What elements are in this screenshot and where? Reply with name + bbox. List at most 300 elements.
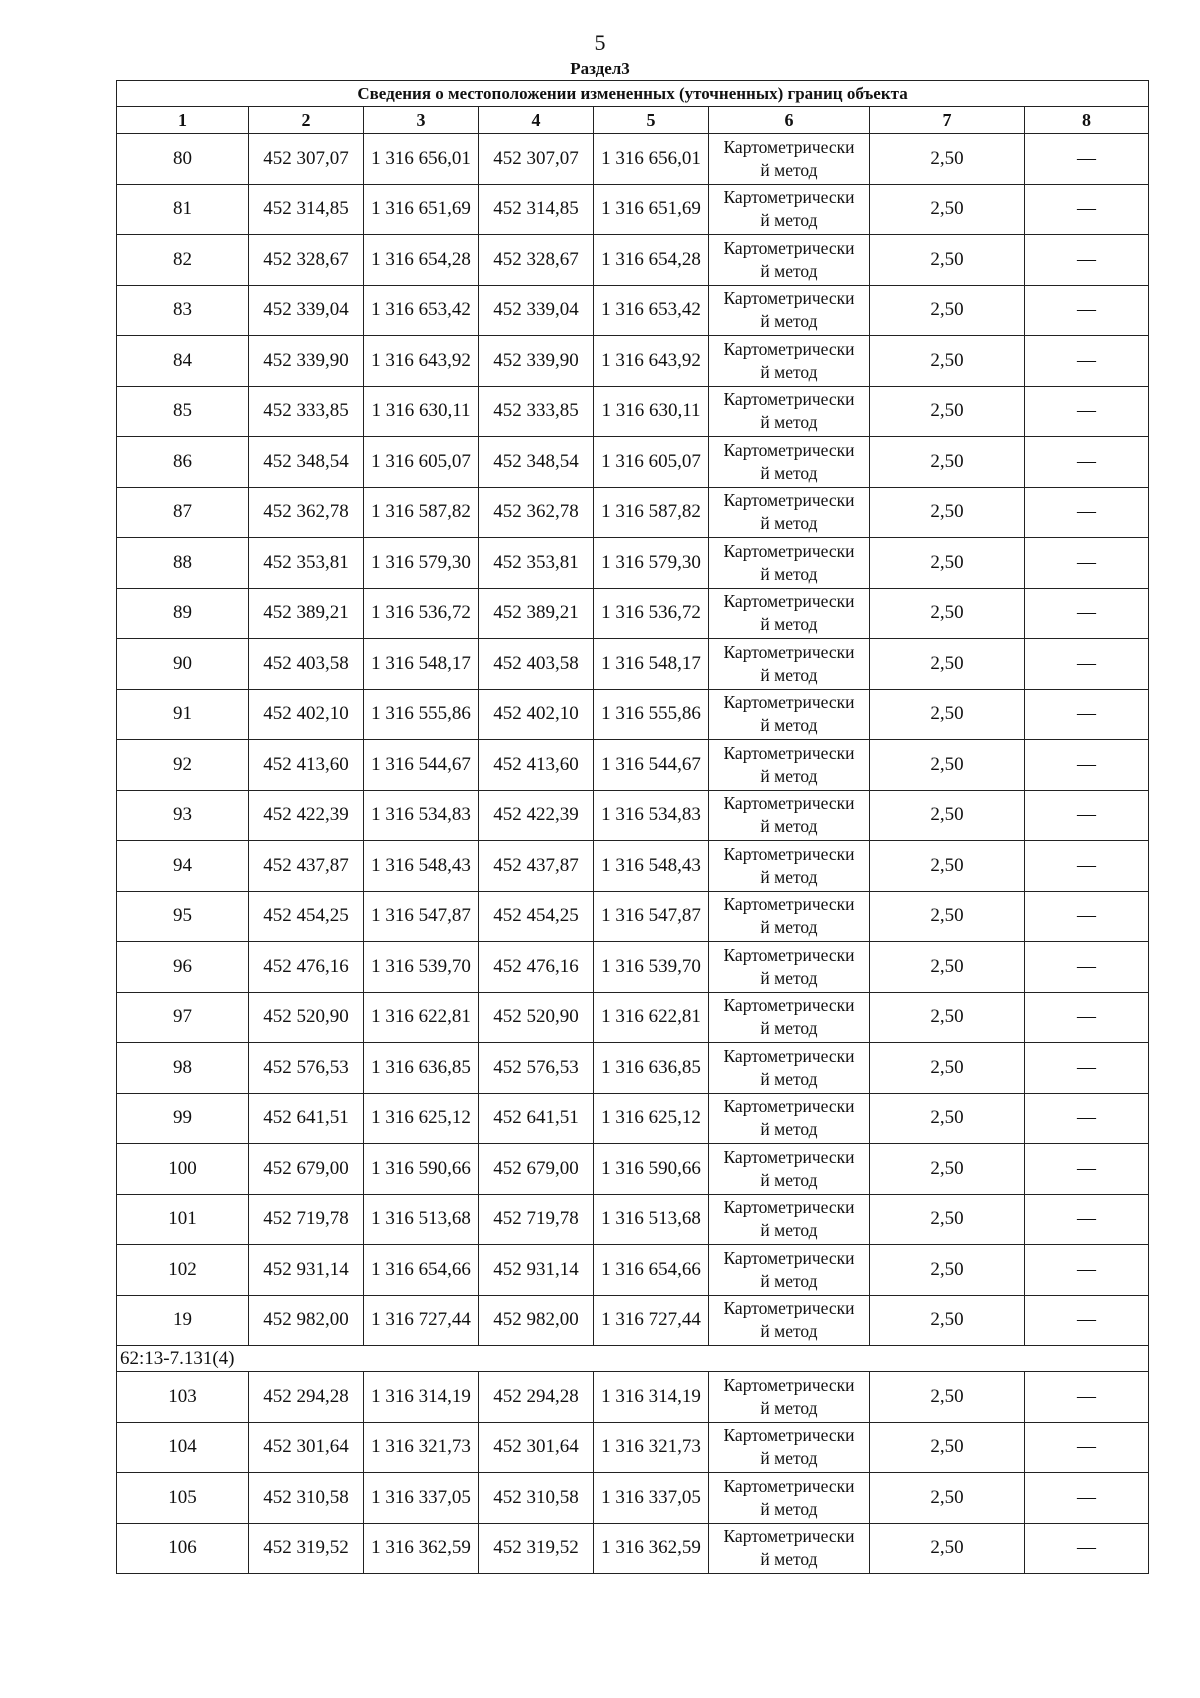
method-cell <box>709 639 870 690</box>
x-old-cell: 452 328,67 <box>249 235 364 286</box>
point-number-cell: 95 <box>117 891 249 942</box>
point-number-cell: 89 <box>117 588 249 639</box>
method-text-line1: Картометрически <box>723 136 855 157</box>
point-number-cell: 94 <box>117 841 249 892</box>
method-text-line1: Картометрически <box>723 1045 855 1066</box>
x-old-cell: 452 413,60 <box>249 740 364 791</box>
y-new-cell: 1 316 337,05 <box>594 1473 709 1524</box>
method-text-line1: Картометрически <box>723 1298 855 1319</box>
note-cell: — <box>1025 790 1149 841</box>
x-new-cell: 452 719,78 <box>479 1194 594 1245</box>
x-old-cell: 452 402,10 <box>249 689 364 740</box>
method-cell <box>709 1372 870 1423</box>
method-text-line2: й метод <box>760 1321 818 1342</box>
method-text-line2: й метод <box>760 412 818 433</box>
table-row <box>117 1245 1149 1296</box>
accuracy-cell: 2,50 <box>870 1245 1025 1296</box>
note-cell: — <box>1025 992 1149 1043</box>
method-text-line2: й метод <box>760 1068 818 1089</box>
table-row <box>117 134 1149 185</box>
point-number-cell: 96 <box>117 942 249 993</box>
y-new-cell: 1 316 547,87 <box>594 891 709 942</box>
note-cell: — <box>1025 437 1149 488</box>
method-text-line1: Картометрически <box>723 894 855 915</box>
y-old-cell: 1 316 547,87 <box>364 891 479 942</box>
y-old-cell: 1 316 625,12 <box>364 1093 479 1144</box>
y-new-cell: 1 316 605,07 <box>594 437 709 488</box>
method-text-line2: й метод <box>760 513 818 534</box>
accuracy-cell: 2,50 <box>870 891 1025 942</box>
x-old-cell: 452 339,90 <box>249 336 364 387</box>
x-new-cell: 452 403,58 <box>479 639 594 690</box>
point-number-cell: 19 <box>117 1295 249 1346</box>
method-text-line2: й метод <box>760 664 818 685</box>
table-row <box>117 1043 1149 1094</box>
method-cell <box>709 235 870 286</box>
note-cell: — <box>1025 1422 1149 1473</box>
method-text-line1: Картометрически <box>723 187 855 208</box>
x-old-cell: 452 476,16 <box>249 942 364 993</box>
x-new-cell: 452 353,81 <box>479 538 594 589</box>
method-text-line1: Картометрически <box>723 591 855 612</box>
x-new-cell: 452 348,54 <box>479 437 594 488</box>
x-new-cell: 452 413,60 <box>479 740 594 791</box>
boundary-coordinates-table <box>116 80 1149 1574</box>
x-old-cell: 452 307,07 <box>249 134 364 185</box>
x-old-cell: 452 719,78 <box>249 1194 364 1245</box>
method-text-line2: й метод <box>760 361 818 382</box>
method-text-line1: Картометрически <box>723 237 855 258</box>
method-cell <box>709 1523 870 1574</box>
method-text-line2: й метод <box>760 1018 818 1039</box>
point-number-cell: 81 <box>117 184 249 235</box>
accuracy-cell: 2,50 <box>870 1144 1025 1195</box>
table-row <box>117 1372 1149 1423</box>
x-old-cell: 452 301,64 <box>249 1422 364 1473</box>
table-row <box>117 639 1149 690</box>
method-text-line2: й метод <box>760 614 818 635</box>
accuracy-cell: 2,50 <box>870 1523 1025 1574</box>
note-cell: — <box>1025 942 1149 993</box>
x-new-cell: 452 982,00 <box>479 1295 594 1346</box>
accuracy-cell: 2,50 <box>870 235 1025 286</box>
y-old-cell: 1 316 548,17 <box>364 639 479 690</box>
x-new-cell: 452 454,25 <box>479 891 594 942</box>
method-text-line1: Картометрически <box>723 793 855 814</box>
table-row <box>117 1093 1149 1144</box>
y-old-cell: 1 316 337,05 <box>364 1473 479 1524</box>
note-cell: — <box>1025 689 1149 740</box>
method-text-line2: й метод <box>760 816 818 837</box>
x-old-cell: 452 520,90 <box>249 992 364 1043</box>
y-new-cell: 1 316 544,67 <box>594 740 709 791</box>
table-row <box>117 1523 1149 1574</box>
y-new-cell: 1 316 654,28 <box>594 235 709 286</box>
method-text-line2: й метод <box>760 917 818 938</box>
x-new-cell: 452 328,67 <box>479 235 594 286</box>
y-new-cell: 1 316 656,01 <box>594 134 709 185</box>
point-number-cell: 87 <box>117 487 249 538</box>
y-old-cell: 1 316 539,70 <box>364 942 479 993</box>
y-old-cell: 1 316 321,73 <box>364 1422 479 1473</box>
y-old-cell: 1 316 654,28 <box>364 235 479 286</box>
note-cell: — <box>1025 588 1149 639</box>
x-new-cell: 452 339,04 <box>479 285 594 336</box>
y-new-cell: 1 316 590,66 <box>594 1144 709 1195</box>
x-old-cell: 452 641,51 <box>249 1093 364 1144</box>
y-old-cell: 1 316 636,85 <box>364 1043 479 1094</box>
y-new-cell: 1 316 622,81 <box>594 992 709 1043</box>
table-row <box>117 790 1149 841</box>
method-text-line1: Картометрически <box>723 1096 855 1117</box>
accuracy-cell: 2,50 <box>870 1422 1025 1473</box>
note-cell: — <box>1025 1295 1149 1346</box>
method-cell <box>709 336 870 387</box>
x-old-cell: 452 319,52 <box>249 1523 364 1574</box>
method-text-line1: Картометрически <box>723 843 855 864</box>
table-row <box>117 336 1149 387</box>
x-new-cell: 452 389,21 <box>479 588 594 639</box>
y-new-cell: 1 316 630,11 <box>594 386 709 437</box>
group-label: 62:13-7.131(4) <box>117 1346 1149 1372</box>
method-text-line2: й метод <box>760 563 818 584</box>
x-new-cell: 452 437,87 <box>479 841 594 892</box>
method-cell <box>709 1422 870 1473</box>
method-text-line2: й метод <box>760 1549 818 1570</box>
y-new-cell: 1 316 727,44 <box>594 1295 709 1346</box>
y-new-cell: 1 316 579,30 <box>594 538 709 589</box>
point-number-cell: 83 <box>117 285 249 336</box>
column-header: 2 <box>249 107 364 134</box>
accuracy-cell: 2,50 <box>870 942 1025 993</box>
column-header: 4 <box>479 107 594 134</box>
point-number-cell: 104 <box>117 1422 249 1473</box>
method-cell <box>709 1144 870 1195</box>
note-cell: — <box>1025 1372 1149 1423</box>
x-old-cell: 452 310,58 <box>249 1473 364 1524</box>
x-new-cell: 452 319,52 <box>479 1523 594 1574</box>
y-new-cell: 1 316 625,12 <box>594 1093 709 1144</box>
point-number-cell: 80 <box>117 134 249 185</box>
x-new-cell: 452 402,10 <box>479 689 594 740</box>
y-old-cell: 1 316 653,42 <box>364 285 479 336</box>
method-cell <box>709 1245 870 1296</box>
method-text-line1: Картометрически <box>723 742 855 763</box>
note-cell: — <box>1025 639 1149 690</box>
y-old-cell: 1 316 362,59 <box>364 1523 479 1574</box>
table-row <box>117 235 1149 286</box>
table-row <box>117 740 1149 791</box>
point-number-cell: 99 <box>117 1093 249 1144</box>
note-cell: — <box>1025 841 1149 892</box>
x-old-cell: 452 314,85 <box>249 184 364 235</box>
table-row <box>117 1422 1149 1473</box>
method-text-line1: Картометрически <box>723 1425 855 1446</box>
note-cell: — <box>1025 1144 1149 1195</box>
accuracy-cell: 2,50 <box>870 538 1025 589</box>
y-old-cell: 1 316 643,92 <box>364 336 479 387</box>
point-number-cell: 82 <box>117 235 249 286</box>
column-header: 8 <box>1025 107 1149 134</box>
method-cell <box>709 588 870 639</box>
x-old-cell: 452 437,87 <box>249 841 364 892</box>
x-old-cell: 452 294,28 <box>249 1372 364 1423</box>
point-number-cell: 98 <box>117 1043 249 1094</box>
x-old-cell: 452 454,25 <box>249 891 364 942</box>
method-cell <box>709 1194 870 1245</box>
x-new-cell: 452 294,28 <box>479 1372 594 1423</box>
table-row <box>117 1144 1149 1195</box>
method-cell <box>709 790 870 841</box>
point-number-cell: 92 <box>117 740 249 791</box>
y-new-cell: 1 316 536,72 <box>594 588 709 639</box>
note-cell: — <box>1025 1093 1149 1144</box>
x-new-cell: 452 422,39 <box>479 790 594 841</box>
method-text-line1: Картометрически <box>723 490 855 511</box>
x-old-cell: 452 353,81 <box>249 538 364 589</box>
x-old-cell: 452 931,14 <box>249 1245 364 1296</box>
accuracy-cell: 2,50 <box>870 1043 1025 1094</box>
y-old-cell: 1 316 590,66 <box>364 1144 479 1195</box>
table-row <box>117 1295 1149 1346</box>
note-cell: — <box>1025 1043 1149 1094</box>
method-cell <box>709 1043 870 1094</box>
x-new-cell: 452 333,85 <box>479 386 594 437</box>
point-number-cell: 90 <box>117 639 249 690</box>
y-new-cell: 1 316 513,68 <box>594 1194 709 1245</box>
column-header: 3 <box>364 107 479 134</box>
y-old-cell: 1 316 651,69 <box>364 184 479 235</box>
y-old-cell: 1 316 605,07 <box>364 437 479 488</box>
method-text-line1: Картометрически <box>723 1146 855 1167</box>
point-number-cell: 91 <box>117 689 249 740</box>
method-cell <box>709 1093 870 1144</box>
y-new-cell: 1 316 653,42 <box>594 285 709 336</box>
method-text-line2: й метод <box>760 311 818 332</box>
y-old-cell: 1 316 727,44 <box>364 1295 479 1346</box>
y-old-cell: 1 316 630,11 <box>364 386 479 437</box>
method-text-line1: Картометрически <box>723 1475 855 1496</box>
point-number-cell: 106 <box>117 1523 249 1574</box>
y-new-cell: 1 316 534,83 <box>594 790 709 841</box>
x-new-cell: 452 641,51 <box>479 1093 594 1144</box>
accuracy-cell: 2,50 <box>870 841 1025 892</box>
method-text-line2: й метод <box>760 1498 818 1519</box>
point-number-cell: 105 <box>117 1473 249 1524</box>
x-new-cell: 452 301,64 <box>479 1422 594 1473</box>
point-number-cell: 88 <box>117 538 249 589</box>
note-cell: — <box>1025 1473 1149 1524</box>
x-new-cell: 452 520,90 <box>479 992 594 1043</box>
method-text-line2: й метод <box>760 210 818 231</box>
method-text-line1: Картометрически <box>723 439 855 460</box>
column-header: 1 <box>117 107 249 134</box>
note-cell: — <box>1025 235 1149 286</box>
y-new-cell: 1 316 555,86 <box>594 689 709 740</box>
method-text-line1: Картометрически <box>723 1526 855 1547</box>
y-old-cell: 1 316 654,66 <box>364 1245 479 1296</box>
note-cell: — <box>1025 1194 1149 1245</box>
column-header: 6 <box>709 107 870 134</box>
method-text-line1: Картометрически <box>723 944 855 965</box>
table-row <box>117 538 1149 589</box>
note-cell: — <box>1025 891 1149 942</box>
table-row <box>117 891 1149 942</box>
x-old-cell: 452 403,58 <box>249 639 364 690</box>
method-cell <box>709 891 870 942</box>
method-cell <box>709 437 870 488</box>
section-title: Раздел3 <box>570 59 630 78</box>
method-text-line1: Картометрически <box>723 540 855 561</box>
method-cell <box>709 538 870 589</box>
x-new-cell: 452 307,07 <box>479 134 594 185</box>
x-old-cell: 452 333,85 <box>249 386 364 437</box>
table-row <box>117 588 1149 639</box>
y-old-cell: 1 316 314,19 <box>364 1372 479 1423</box>
x-new-cell: 452 679,00 <box>479 1144 594 1195</box>
method-text-line2: й метод <box>760 866 818 887</box>
table-row <box>117 285 1149 336</box>
x-old-cell: 452 679,00 <box>249 1144 364 1195</box>
point-number-cell: 102 <box>117 1245 249 1296</box>
accuracy-cell: 2,50 <box>870 740 1025 791</box>
method-text-line1: Картометрически <box>723 692 855 713</box>
y-new-cell: 1 316 654,66 <box>594 1245 709 1296</box>
y-old-cell: 1 316 536,72 <box>364 588 479 639</box>
x-old-cell: 452 348,54 <box>249 437 364 488</box>
accuracy-cell: 2,50 <box>870 689 1025 740</box>
method-cell <box>709 285 870 336</box>
note-cell: — <box>1025 1523 1149 1574</box>
point-number-cell: 85 <box>117 386 249 437</box>
point-number-cell: 103 <box>117 1372 249 1423</box>
point-number-cell: 97 <box>117 992 249 1043</box>
point-number-cell: 93 <box>117 790 249 841</box>
method-cell <box>709 1473 870 1524</box>
x-old-cell: 452 422,39 <box>249 790 364 841</box>
y-old-cell: 1 316 555,86 <box>364 689 479 740</box>
note-cell: — <box>1025 538 1149 589</box>
method-text-line1: Картометрически <box>723 338 855 359</box>
method-text-line1: Картометрически <box>723 995 855 1016</box>
method-text-line1: Картометрически <box>723 1247 855 1268</box>
accuracy-cell: 2,50 <box>870 1372 1025 1423</box>
table-row <box>117 184 1149 235</box>
x-old-cell: 452 339,04 <box>249 285 364 336</box>
method-text-line2: й метод <box>760 967 818 988</box>
note-cell: — <box>1025 134 1149 185</box>
accuracy-cell: 2,50 <box>870 1295 1025 1346</box>
accuracy-cell: 2,50 <box>870 1093 1025 1144</box>
y-new-cell: 1 316 643,92 <box>594 336 709 387</box>
method-cell <box>709 942 870 993</box>
page-number: 5 <box>594 30 606 55</box>
method-cell <box>709 134 870 185</box>
x-old-cell: 452 576,53 <box>249 1043 364 1094</box>
method-text-line1: Картометрически <box>723 389 855 410</box>
x-old-cell: 452 362,78 <box>249 487 364 538</box>
y-new-cell: 1 316 548,43 <box>594 841 709 892</box>
x-new-cell: 452 576,53 <box>479 1043 594 1094</box>
method-text-line1: Картометрически <box>723 288 855 309</box>
y-old-cell: 1 316 656,01 <box>364 134 479 185</box>
method-cell <box>709 992 870 1043</box>
method-text-line2: й метод <box>760 159 818 180</box>
x-new-cell: 452 362,78 <box>479 487 594 538</box>
accuracy-cell: 2,50 <box>870 639 1025 690</box>
method-cell <box>709 740 870 791</box>
note-cell: — <box>1025 285 1149 336</box>
point-number-cell: 84 <box>117 336 249 387</box>
method-text-line2: й метод <box>760 1270 818 1291</box>
method-text-line1: Картометрически <box>723 1197 855 1218</box>
x-new-cell: 452 310,58 <box>479 1473 594 1524</box>
accuracy-cell: 2,50 <box>870 184 1025 235</box>
method-cell <box>709 386 870 437</box>
method-text-line1: Картометрически <box>723 1374 855 1395</box>
method-text-line1: Картометрически <box>723 641 855 662</box>
y-old-cell: 1 316 534,83 <box>364 790 479 841</box>
method-text-line2: й метод <box>760 715 818 736</box>
note-cell: — <box>1025 336 1149 387</box>
x-new-cell: 452 476,16 <box>479 942 594 993</box>
y-old-cell: 1 316 579,30 <box>364 538 479 589</box>
table-caption: Сведения о местоположении измененных (уточненных) границ объекта <box>117 81 1149 107</box>
note-cell: — <box>1025 740 1149 791</box>
table-row <box>117 992 1149 1043</box>
x-old-cell: 452 389,21 <box>249 588 364 639</box>
method-cell <box>709 184 870 235</box>
method-text-line2: й метод <box>760 1397 818 1418</box>
y-old-cell: 1 316 544,67 <box>364 740 479 791</box>
table-row <box>117 487 1149 538</box>
table-row <box>117 1194 1149 1245</box>
note-cell: — <box>1025 386 1149 437</box>
note-cell: — <box>1025 184 1149 235</box>
column-header: 7 <box>870 107 1025 134</box>
y-new-cell: 1 316 651,69 <box>594 184 709 235</box>
method-cell <box>709 689 870 740</box>
method-text-line2: й метод <box>760 1119 818 1140</box>
accuracy-cell: 2,50 <box>870 437 1025 488</box>
table-row <box>117 386 1149 437</box>
note-cell: — <box>1025 487 1149 538</box>
table-row <box>117 437 1149 488</box>
table-row <box>117 942 1149 993</box>
y-old-cell: 1 316 622,81 <box>364 992 479 1043</box>
y-new-cell: 1 316 636,85 <box>594 1043 709 1094</box>
method-text-line2: й метод <box>760 1169 818 1190</box>
accuracy-cell: 2,50 <box>870 285 1025 336</box>
x-old-cell: 452 982,00 <box>249 1295 364 1346</box>
method-text-line2: й метод <box>760 765 818 786</box>
accuracy-cell: 2,50 <box>870 336 1025 387</box>
y-new-cell: 1 316 362,59 <box>594 1523 709 1574</box>
method-text-line2: й метод <box>760 462 818 483</box>
method-text-line2: й метод <box>760 1448 818 1469</box>
accuracy-cell: 2,50 <box>870 134 1025 185</box>
method-cell <box>709 1295 870 1346</box>
accuracy-cell: 2,50 <box>870 790 1025 841</box>
y-new-cell: 1 316 314,19 <box>594 1372 709 1423</box>
y-new-cell: 1 316 321,73 <box>594 1422 709 1473</box>
note-cell: — <box>1025 1245 1149 1296</box>
method-cell <box>709 841 870 892</box>
table-row <box>117 689 1149 740</box>
x-new-cell: 452 931,14 <box>479 1245 594 1296</box>
accuracy-cell: 2,50 <box>870 992 1025 1043</box>
y-old-cell: 1 316 513,68 <box>364 1194 479 1245</box>
